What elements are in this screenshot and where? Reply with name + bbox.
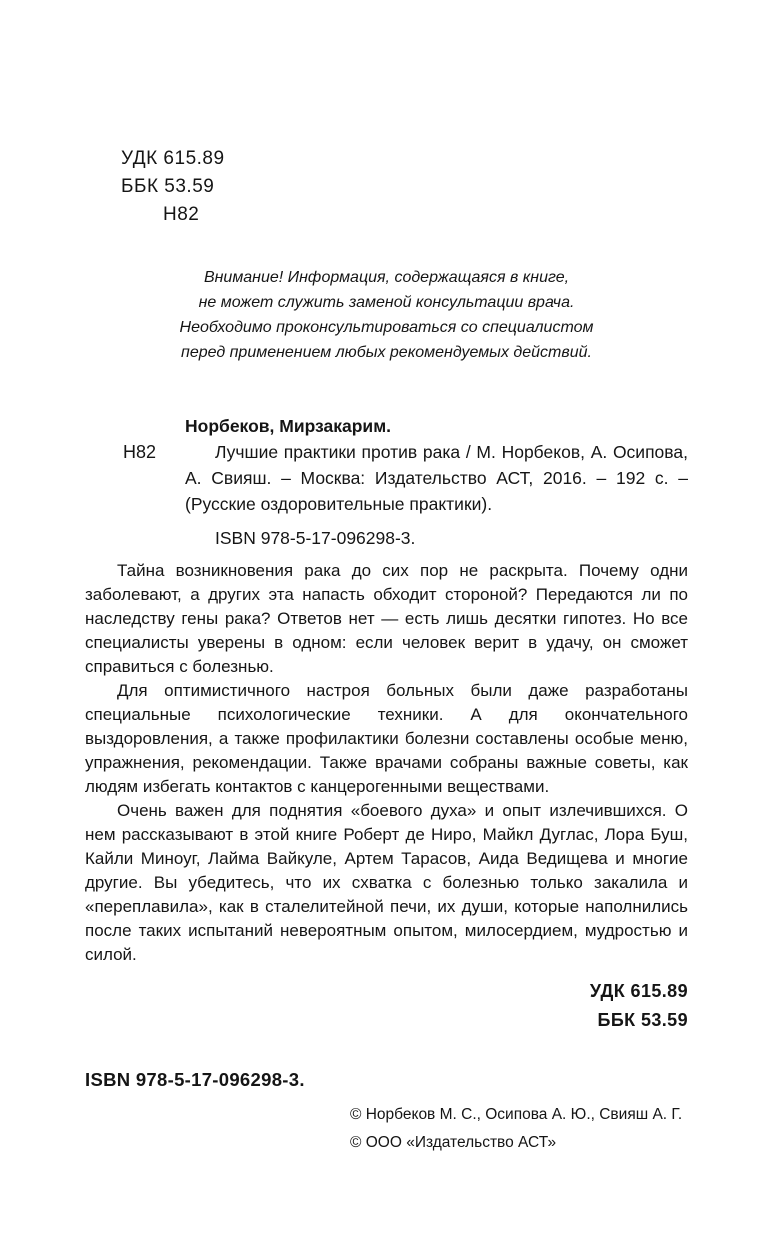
annotation-paragraph-2: Для оптимистичного настроя больных были даже разработаны специальные психологические техники. А для окончательного выздоровления, а также профилактики болезни составлены особые меню, упражнения, рекомендации. Также врачами собраны важные советы, как людям избегать контактов с канцерогенными веществами.: [85, 681, 688, 796]
isbn-line: ISBN 978-5-17-096298-3.: [85, 1069, 305, 1090]
top-codes-block: [121, 145, 688, 229]
h82-code: Н82: [163, 204, 200, 225]
annotation-paragraph-3: Очень важен для поднятия «боевого духа» и опыт излечившихся. О нем рассказывают в этой книге Роберт де Ниро, Майкл Дуглас, Лора Буш, Кайли Миноуг, Лайма Вайкуле, Артем Тарасов, Аида Ведищева и многие другие. Вы убедитесь, что их схватка с болезнью только закалила и «переплавила», как в сталелитейной печи, их души, которые наполнились после таких испытаний невероятным опытом, милосердием, мудростью и силой.: [85, 801, 688, 964]
copyright-line-publisher: © ООО «Издательство АСТ»: [350, 1134, 557, 1151]
copyright-line-authors: © Норбеков М. С., Осипова А. Ю., Свияш А. Г.: [350, 1106, 683, 1123]
margin-code-h82: Н82: [123, 442, 157, 462]
footer-bbk-code: ББК 53.59: [597, 1010, 688, 1030]
bibliographic-description: Лучшие практики против рака / М. Норбеков, А. Осипова, А. Свияш. – Москва: Издательство АСТ, 2016. – 192 с. – (Русские оздоровительные практики).: [185, 442, 688, 514]
disclaimer-line-1: Внимание! Информация, содержащаяся в книге,: [203, 269, 570, 286]
footer-codes-block: [85, 977, 688, 1035]
copyright-block: [350, 1101, 688, 1157]
disclaimer-line-3: Необходимо проконсультироваться со специалистом: [179, 319, 594, 336]
footer-udk-code: УДК 615.89: [589, 981, 688, 1001]
medical-disclaimer: [85, 265, 688, 365]
disclaimer-line-2: не может служить заменой консультации врача.: [198, 294, 575, 311]
bib-isbn: ISBN 978-5-17-096298-3.: [215, 528, 416, 548]
annotation-block: [85, 559, 688, 967]
disclaimer-line-4: перед применением любых рекомендуемых действий.: [181, 344, 592, 361]
bibliographic-entry: [123, 413, 688, 551]
author-heading: Норбеков, Мирзакарим.: [185, 416, 392, 436]
bbk-code: ББК 53.59: [121, 176, 215, 197]
udk-code: УДК 615.89: [121, 148, 225, 169]
annotation-paragraph-1: Тайна возникновения рака до сих пор не раскрыта. Почему одни заболевают, а других эта напасть обходит стороной? Передаются ли по наследству гены рака? Ответов нет — есть лишь десятки гипотез. Но все специалисты уверены в одном: если человек верит в удачу, он сможет справиться с болезнью.: [85, 561, 688, 676]
